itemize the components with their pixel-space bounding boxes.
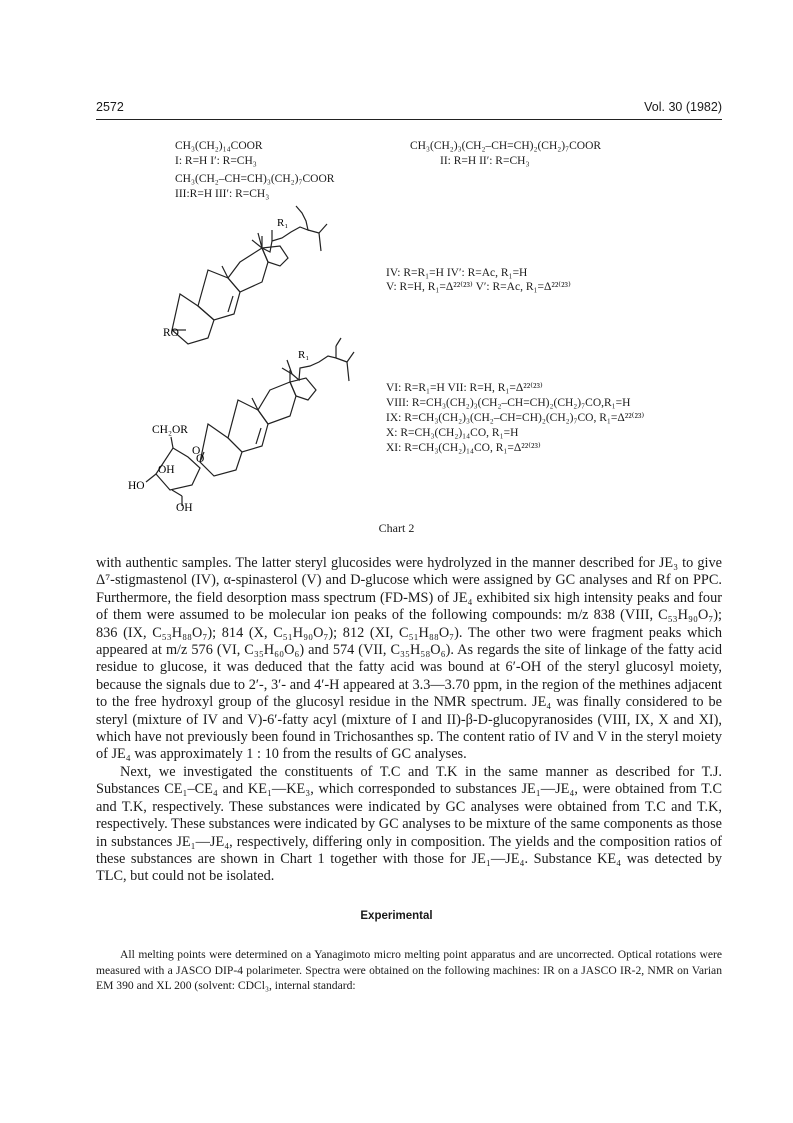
ch2or-label: CH₂OR	[152, 424, 188, 436]
experimental-paragraph: All melting points were determined on a Yanagimoto micro melting point apparatus and are uncorrected. Optical rotations were measured with a JASCO DIP-4 polarimeter. Spectra were obtained on the following machines: IR on a JASCO IR-2, NMR on Varian EM 390 and XL 200 (solvent: CDCl₃, internal standard:	[96, 948, 722, 993]
paragraph-1: with authentic samples. The latter steryl glucosides were hydrolyzed in the manner described for JE₃ to give Δ⁷-stigmastenol (IV), α-spinasterol (V) and D-glucose which were assigned by GC analyses and Rf on PPC. Furthermore, the field desorption mass spectrum (FD-MS) of JE₄ exhibited six high intensity peaks and four of them were assumed to be molecular ion peaks of the following compounds: m/z 838 (VIII, C₅₃H₉₀O₇); 836 (IX, C₅₃H₈₈O₇); 814 (X, C₅₁H₉₀O₇); 812 (XI, C₅₁H₈₈O₇). The other two were fragment peaks which appeared at m/z 576 (VI, C₃₅H₆₀O₆) and 574 (VII, C₃₅H₅₈O₆). As regards the site of linkage of the fatty acid residue to glucose, it was deduced that the fatty acid was bound at 6′-OH of the steryl glucosyl moiety, because the signals due to 2′-, 3′- and 4′-H appeared at 3.3—3.70 ppm, in the region of the methines adjacent to the free hydroxyl group of the glucosyl residue in the NMR spectrum. JE₄ was finally considered to be steryl (mixture of IV and V)-6′-fatty acyl (mixture of I and II)-β-D-glucopyranosides (VIII, IX, X and XI), which have not previously been found in Trichosanthes sp. The content ratio of IV and V in the steryl moiety of JE₄ was approximately 1 : 10 from the results of GC analyses.	[96, 555, 722, 763]
chemical-structures	[0, 0, 793, 520]
glucoside-line-4: X: R=CH₃(CH₂)₁₄CO, R₁=H	[386, 427, 519, 439]
page-number: 2572	[96, 100, 124, 114]
sterol-structure-2	[200, 338, 354, 476]
r1-label-1: R₁	[277, 217, 289, 229]
chart-caption: Chart 2	[378, 521, 415, 535]
oh-label-4: OH	[176, 502, 193, 514]
r1-label-2: R₁	[298, 349, 310, 361]
experimental-heading: Experimental	[360, 910, 433, 922]
glucoside-line-2: VIII: R=CH₃(CH₂)₃(CH₂–CH=CH)₂(CH₂)₇CO,R₁=H	[386, 397, 631, 409]
glucoside-line-1: VI: R=R₁=H VII: R=H, R₁=Δ²²⁽²³⁾	[386, 382, 543, 394]
glucoside-line-5: XI: R=CH₃(CH₂)₁₄CO, R₁=Δ²²⁽²³⁾	[386, 442, 541, 454]
formula-1-compounds: I: R=H I′: R=CH₃	[175, 155, 257, 167]
formula-3: CH₃(CH₂–CH=CH)₃(CH₂)₇COOR	[175, 173, 335, 185]
ro-label: RO	[163, 327, 179, 339]
journal-volume: Vol. 30 (1982)	[644, 100, 722, 114]
formula-2-compounds: II: R=H II′: R=CH₃	[440, 155, 530, 167]
formula-1: CH₃(CH₂)₁₄COOR	[175, 140, 263, 152]
ho-label: HO	[128, 480, 145, 492]
glycosidic-oxygen-label: O	[196, 453, 205, 465]
ring-oxygen-label: O	[192, 445, 201, 457]
body-text	[96, 555, 722, 886]
sterol-structure-1	[172, 206, 327, 344]
experimental-text	[96, 947, 722, 994]
oh-label-2: OH	[158, 464, 175, 476]
sterol-line-1: IV: R=R₁=H IV′: R=Ac, R₁=H	[386, 267, 528, 279]
sterol-line-2: V: R=H, R₁=Δ²²⁽²³⁾ V′: R=Ac, R₁=Δ²²⁽²³⁾	[386, 281, 571, 293]
formula-3-compounds: III:R=H III′: R=CH₃	[175, 188, 270, 200]
glucoside-line-3: IX: R=CH₃(CH₂)₃(CH₂–CH=CH)₂(CH₂)₇CO, R₁=Δ²²⁽²³⁾	[386, 412, 645, 424]
formula-2: CH₃(CH₂)₃(CH₂–CH=CH)₂(CH₂)₇COOR	[410, 140, 602, 152]
paragraph-2: Next, we investigated the constituents of T.C and T.K in the same manner as described for T.J. Substances CE₁–CE₄ and KE₁—KE₃, which corresponded to substances JE₁—JE₄, were obtained from T.C and T.K, respectively. These substances were indicated by GC analyses were obtained from T.C and T.K, respectively. These substances were indicated by GC analyses to be mixture of the same components as those in substances JE₁—JE₄, respectively, differing only in composition. The yields and the composition ratios of these substances are shown in Chart 1 together with those for JE₁—JE₄. Substance KE₄ was detected by TLC, but could not be isolated.	[96, 763, 722, 885]
